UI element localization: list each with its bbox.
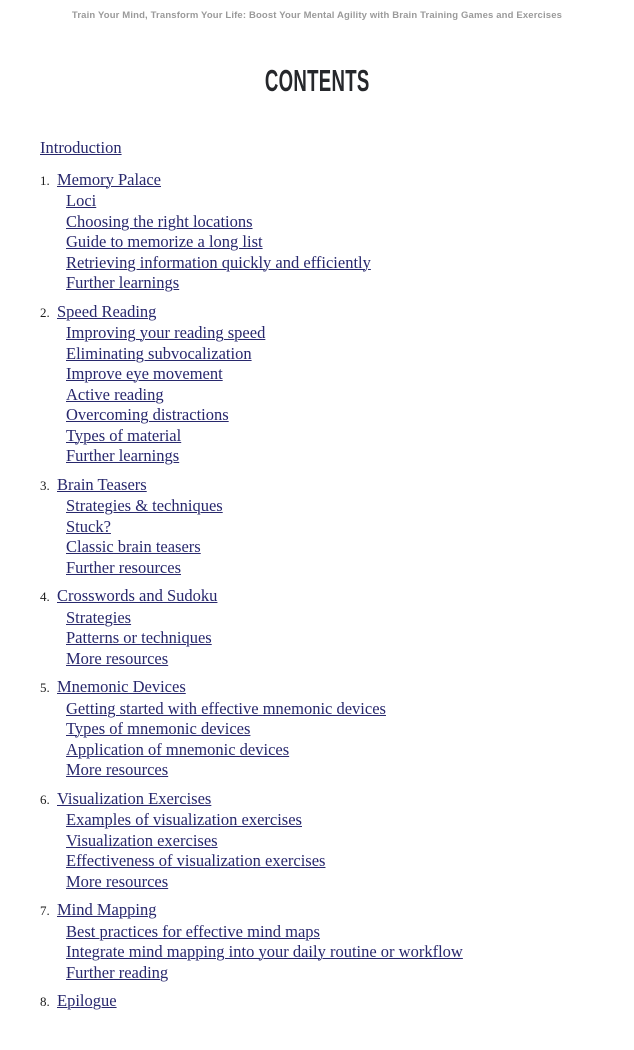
- toc-subitem-link[interactable]: Integrate mind mapping into your daily routine or workflow: [66, 942, 463, 961]
- chapter-number: 7.: [40, 903, 50, 918]
- running-header-title: Train Your Mind, Transform Your Life: Boost Your Mental Agility with Brain Training Games and Exercises: [71, 10, 563, 21]
- toc-subitem-link[interactable]: Application of mnemonic devices: [66, 739, 290, 759]
- toc-chapter-link[interactable]: Brain Teasers: [57, 474, 147, 494]
- toc-subitem-list: [66, 810, 614, 892]
- toc-subitem-link[interactable]: More resources: [66, 871, 169, 891]
- toc-subitem-list: [66, 922, 614, 984]
- toc-intro-row: [40, 138, 614, 159]
- toc-subitem-link[interactable]: Types of mnemonic devices: [66, 719, 251, 738]
- chapter-number: 6.: [40, 791, 50, 807]
- toc-subitem-link[interactable]: More resources: [66, 648, 169, 668]
- toc-subitem-link[interactable]: Overcoming distractions: [66, 405, 229, 424]
- toc-subitem-link[interactable]: Types of material: [66, 425, 182, 445]
- toc-chapter-link[interactable]: Speed Reading: [57, 301, 157, 321]
- toc-chapter: [40, 302, 614, 467]
- toc-subitem-list: [66, 496, 614, 578]
- toc-chapter-link[interactable]: Memory Palace: [57, 169, 162, 189]
- toc-chapter-link[interactable]: Mind Mapping: [57, 900, 157, 919]
- toc-subitem-link[interactable]: Further learnings: [66, 446, 180, 465]
- toc-subitem-list: [66, 699, 614, 781]
- chapter-number: 8.: [40, 994, 50, 1009]
- toc-subitem-link[interactable]: Improve eye movement: [66, 364, 223, 383]
- toc-subitem-link[interactable]: Classic brain teasers: [66, 537, 201, 556]
- page-title: CONTENTS: [264, 63, 370, 98]
- toc-subitem-link[interactable]: Effectiveness of visualization exercises: [66, 851, 326, 870]
- toc-chapter: [40, 677, 614, 781]
- toc-subitem-link[interactable]: Improving your reading speed: [66, 323, 266, 342]
- toc-subitem-list: [66, 323, 614, 467]
- toc-chapter-link[interactable]: Visualization Exercises: [57, 788, 212, 808]
- toc-subitem-link[interactable]: Patterns or techniques: [66, 628, 212, 647]
- toc-subitem-link[interactable]: Choosing the right locations: [66, 211, 253, 231]
- toc-chapter: [40, 586, 614, 669]
- toc-subitem-link[interactable]: Further learnings: [66, 273, 180, 292]
- toc-chapter-link[interactable]: Mnemonic Devices: [57, 677, 186, 696]
- toc-subitem-link[interactable]: Stuck?: [66, 516, 111, 536]
- toc-chapter: [40, 170, 614, 294]
- toc-subitem-link[interactable]: Further resources: [66, 557, 182, 577]
- chapter-number: 2.: [40, 304, 50, 320]
- toc-introduction-link[interactable]: Introduction: [40, 138, 122, 157]
- toc-subitem-link[interactable]: Strategies & techniques: [66, 496, 223, 515]
- chapter-number: 5.: [40, 680, 50, 695]
- toc-subitem-link[interactable]: Loci: [66, 191, 97, 210]
- toc-subitem-link[interactable]: Guide to memorize a long list: [66, 232, 263, 251]
- toc-subitem-link[interactable]: Retrieving information quickly and efficiently: [66, 252, 371, 272]
- toc-subitem-link[interactable]: Strategies: [66, 607, 132, 627]
- toc-chapter-link[interactable]: Epilogue: [57, 991, 117, 1010]
- toc-chapters: [40, 170, 614, 1013]
- table-of-contents: [40, 138, 614, 1013]
- toc-chapter: [40, 991, 614, 1013]
- contents-heading-wrap: [0, 63, 634, 99]
- toc-subitem-list: [66, 608, 614, 670]
- toc-chapter: [40, 900, 614, 983]
- toc-subitem-list: [66, 191, 614, 294]
- toc-subitem-link[interactable]: Visualization exercises: [66, 830, 218, 850]
- toc-subitem-link[interactable]: Examples of visualization exercises: [66, 810, 302, 829]
- toc-subitem-link[interactable]: Further reading: [66, 962, 169, 982]
- toc-subitem-link[interactable]: Eliminating subvocalization: [66, 343, 252, 363]
- chapter-number: 1.: [40, 172, 50, 188]
- toc-subitem-link[interactable]: More resources: [66, 760, 169, 779]
- toc-chapter: [40, 475, 614, 579]
- toc-subitem-link[interactable]: Active reading: [66, 384, 164, 404]
- toc-subitem-link[interactable]: Getting started with effective mnemonic devices: [66, 698, 386, 718]
- chapter-number: 3.: [40, 477, 50, 493]
- chapter-number: 4.: [40, 589, 50, 604]
- toc-chapter-link[interactable]: Crosswords and Sudoku: [57, 586, 218, 605]
- toc-subitem-link[interactable]: Best practices for effective mind maps: [66, 921, 320, 941]
- toc-chapter: [40, 789, 614, 893]
